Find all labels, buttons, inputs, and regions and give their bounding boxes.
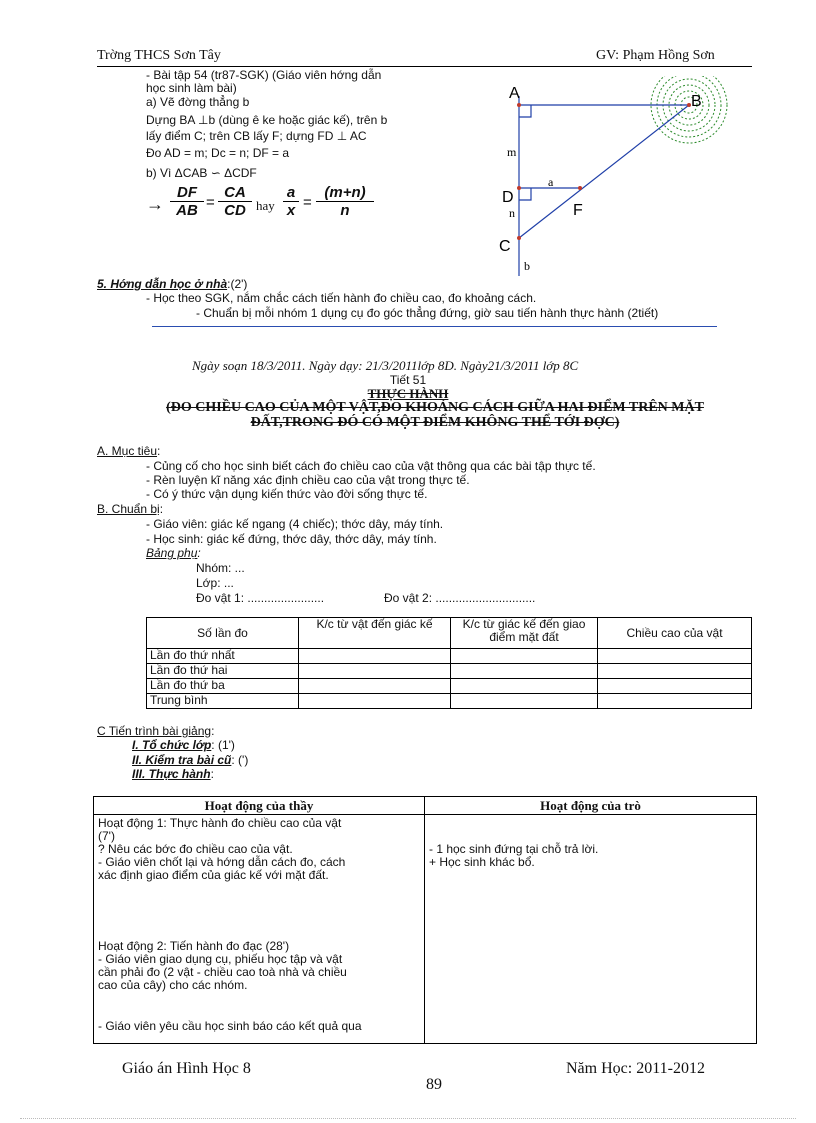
sectionB-line-1: - Giáo viên: giác kế ngang (4 chiếc); thớc dây, máy tính. bbox=[146, 517, 444, 531]
fraction-ca-cd bbox=[218, 184, 252, 219]
label-b: B bbox=[691, 93, 702, 110]
lesson-subtitle-2: ĐẤT,TRONG ĐÓ CÓ MỘT ĐIỂM KHÔNG THỂ TỚI ĐỢC) bbox=[250, 415, 620, 430]
sectionC-item-3: III. Thực hành: bbox=[132, 767, 214, 781]
page-bottom-rule bbox=[20, 1118, 796, 1119]
geometry-figure bbox=[495, 76, 740, 276]
arrow-icon: → bbox=[146, 194, 164, 214]
label-a-length: a bbox=[548, 175, 554, 189]
numerator-ca: CA bbox=[224, 184, 246, 201]
date-line: Ngày soạn 18/3/2011. Ngày dạy: 21/3/2011lớp 8D. Ngày21/3/2011 lớp 8C bbox=[192, 358, 579, 373]
label-line-b: b bbox=[524, 259, 530, 273]
student-header: Hoạt động của trò bbox=[425, 797, 757, 815]
footer-right: Năm Học: 2011-2012 bbox=[566, 1060, 705, 1077]
table-row: Lần đo thứ hai bbox=[147, 664, 752, 679]
sectionC-heading: C Tiến trình bài giảng: bbox=[97, 724, 215, 738]
footer-left: Giáo án Hình Học 8 bbox=[122, 1060, 251, 1077]
denominator-ab: AB bbox=[176, 202, 198, 219]
section5-line-1: - Học theo SGK, nắm chắc cách tiến hành đo chiều cao, đo khoảng cách. bbox=[146, 291, 537, 305]
label-a: A bbox=[509, 85, 520, 102]
lesson-subtitle-1: (ĐO CHIỀU CAO CỦA MỘT VẬT,ĐO KHOẢNG CÁCH GIỮA HAI ĐIỂM TRÊN MẶT bbox=[166, 400, 704, 415]
header-rule bbox=[97, 66, 752, 67]
section5-heading: 5. Hớng dẫn học ở nhà:(2') bbox=[97, 277, 248, 291]
teacher-header: Hoạt động của thầy bbox=[94, 797, 425, 815]
student-activities: - 1 học sinh đứng tại chỗ trả lời. + Học sinh khác bổ. bbox=[425, 815, 757, 1044]
denominator-x: x bbox=[286, 202, 296, 219]
page-number: 89 bbox=[426, 1076, 442, 1093]
period-label: Tiết 51 bbox=[389, 373, 427, 387]
right-angle-a bbox=[519, 105, 531, 117]
similarity-line: b) Vì ΔCAB ∽ ΔCDF bbox=[146, 166, 257, 180]
sectionC-item-2: II. Kiểm tra bài cũ: (') bbox=[132, 753, 249, 767]
exercise-line-6: Đo AD = m; Dc = n; DF = a bbox=[146, 146, 290, 160]
board-label: Bảng phụ: bbox=[146, 546, 201, 560]
sectionB-heading: B. Chuẩn bị: bbox=[97, 502, 164, 516]
header-teacher: GV: Phạm Hồng Sơn bbox=[596, 48, 715, 63]
denominator-n: n bbox=[340, 202, 350, 219]
header-distance-object: K/c từ vật đến giác kế bbox=[299, 618, 451, 649]
header-count: Số lần đo bbox=[147, 618, 299, 649]
sectionA-line-2: - Rèn luyện kĩ năng xác định chiều cao của vật trong thực tế. bbox=[146, 473, 470, 487]
header-height: Chiều cao của vật bbox=[598, 618, 752, 649]
denominator-cd: CD bbox=[224, 202, 246, 219]
numerator-a: a bbox=[286, 184, 296, 201]
word-hay: hay bbox=[256, 198, 275, 213]
point-a bbox=[517, 103, 521, 107]
point-d bbox=[517, 186, 521, 190]
exercise-line-5: lấy điểm C; trên CB lấy F; dựng FD ⊥ AC bbox=[146, 129, 367, 143]
exercise-line-3: a) Vẽ đờng thẳng b bbox=[146, 95, 250, 109]
fraction-a-x bbox=[283, 184, 299, 219]
numerator-mn: (m+n) bbox=[324, 184, 366, 201]
label-d: D bbox=[502, 189, 514, 206]
object2-line: Đo vật 2: .............................. bbox=[384, 591, 536, 605]
measurement-table bbox=[146, 617, 752, 709]
table-row: Lần đo thứ nhất bbox=[147, 649, 752, 664]
segment-cb bbox=[519, 105, 689, 238]
exercise-line-4: Dựng BA ⊥b (dùng ê ke hoặc giác kế), trên b bbox=[146, 113, 388, 127]
label-f: F bbox=[573, 202, 583, 219]
table-row: Lần đo thứ ba bbox=[147, 679, 752, 694]
exercise-line-2: học sinh làm bài) bbox=[146, 81, 237, 95]
header-school: Trờng THCS Sơn Tây bbox=[97, 48, 221, 63]
label-m: m bbox=[507, 145, 517, 159]
numerator-df: DF bbox=[177, 184, 197, 201]
table-row: Trung bình bbox=[147, 694, 752, 709]
object1-line: Đo vật 1: ....................... bbox=[196, 591, 325, 605]
fraction-mn-n bbox=[316, 184, 374, 219]
teacher-activities: Hoạt động 1: Thực hành đo chiều cao của vật (7') ? Nêu các bớc đo chiều cao của vật. - Giáo viên chốt lại và hớng dẫn cách đo, cách xác định giao điểm của giác kế với mặt đất. Hoạt động 2: Tiến hành đo đạc (28') - Giáo viên giao dụng cụ, phiếu học tập và vật cần phải đo (2 vật - chiều cao toà nhà và chiều cao của cây) cho các nhóm. - Giáo viên yêu cầu học sinh báo cáo kết quả qua bbox=[94, 815, 425, 1044]
section-divider bbox=[152, 326, 717, 327]
exercise-line-1: - Bài tập 54 (tr87-SGK) (Giáo viên hớng dẫn bbox=[146, 68, 382, 82]
header-distance-ground: K/c từ giác kế đến giao điểm mặt đất bbox=[451, 618, 598, 649]
measurement-header-row bbox=[147, 618, 752, 649]
label-n: n bbox=[509, 206, 515, 220]
lesson-title: THỰC HÀNH bbox=[367, 386, 449, 401]
section5-line-2: - Chuẩn bị mỗi nhóm 1 dụng cụ đo góc thẳng đứng, giờ sau tiến hành thực hành (2tiết) bbox=[196, 306, 659, 320]
sectionC-item-1: I. Tổ chức lớp: (1') bbox=[132, 738, 235, 752]
target-circles bbox=[651, 76, 727, 143]
activity-header-row bbox=[94, 797, 757, 815]
point-c bbox=[517, 236, 521, 240]
point-f bbox=[578, 186, 582, 190]
right-angle-d bbox=[519, 188, 531, 200]
fraction-df-ab bbox=[170, 184, 204, 219]
sectionA-line-3: - Có ý thức vận dụng kiến thức vào đời sống thực tế. bbox=[146, 487, 428, 501]
activity-table bbox=[93, 796, 757, 1044]
sectionB-line-2: - Học sinh: giác kế đứng, thớc dây, thớc dây, máy tính. bbox=[146, 532, 437, 546]
class-line: Lớp: ... bbox=[196, 576, 234, 590]
group-line: Nhóm: ... bbox=[196, 561, 245, 575]
sectionA-line-1: - Củng cố cho học sinh biết cách đo chiều cao của vật thông qua các bài tập thực tế. bbox=[146, 459, 596, 473]
activity-body-row bbox=[94, 815, 757, 1044]
sectionA-heading: A. Mục tiêu: bbox=[97, 444, 161, 458]
label-c: C bbox=[499, 238, 511, 255]
